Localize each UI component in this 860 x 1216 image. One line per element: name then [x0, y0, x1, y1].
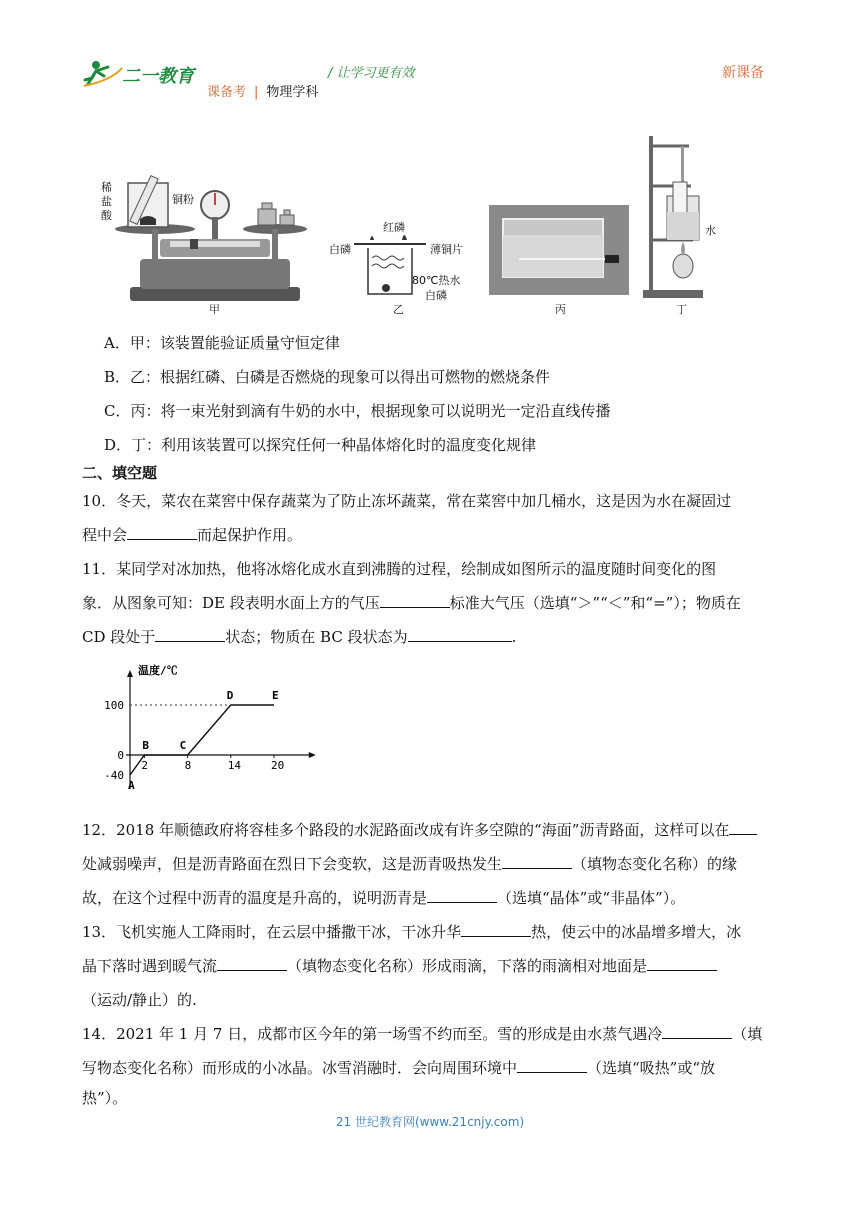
label-char: 酸 — [101, 209, 112, 222]
point-label: E — [272, 689, 279, 702]
point-label: B — [142, 739, 150, 752]
header-slogan: / 让学习更有效 — [328, 66, 415, 81]
q13-line1 — [82, 922, 741, 942]
subtitle-left: 课备考 — [207, 85, 247, 100]
q11-blank-2[interactable] — [155, 627, 225, 642]
q11-text-b: 标准大气压（选填“＞”“＜”和“=”）；物质在 — [449, 594, 741, 612]
point-label: D — [226, 689, 234, 702]
q12-text-e: （选填“晶体”或“非晶体”）。 — [497, 889, 686, 907]
q14-line2 — [82, 1058, 715, 1078]
label-shui: 水 — [705, 224, 716, 237]
q11-line3 — [82, 627, 516, 647]
figure-caption-yi: 乙 — [393, 303, 404, 316]
label-hot-water: 80℃热水 — [412, 274, 461, 287]
y-axis-arrow — [127, 670, 133, 677]
figure-caption-jia: 甲 — [209, 303, 220, 316]
q12-line3 — [82, 888, 685, 908]
q14-blank-2[interactable] — [517, 1058, 587, 1073]
q14-blank-1[interactable] — [662, 1024, 732, 1039]
q10-blank[interactable] — [127, 525, 197, 540]
figure-balance — [100, 175, 310, 315]
q11-line2 — [82, 593, 741, 613]
x-tick-label: 2 — [141, 759, 149, 772]
figure-melting-apparatus — [643, 132, 718, 300]
q10-text-a: 程中会 — [82, 526, 128, 544]
q12-text-a: 12．2018 年顺德政府将容桂多个路段的水泥路面改成有许多空隙的“海面”沥青路面，这样可以在 — [82, 821, 730, 839]
q14-line1 — [82, 1024, 762, 1044]
q14-text-d: （选填“吸热”或“放 — [587, 1059, 716, 1077]
x-tick-label: 14 — [227, 759, 242, 772]
q10-line1: 10．冬天，菜农在菜窖中保存蔬菜为了防止冻坏蔬菜，常在菜窖中加几桶水，这是因为水在凝固过 — [82, 492, 732, 510]
q12-text-c: （填物态变化名称）的缘 — [572, 855, 738, 873]
q12-line1 — [82, 820, 757, 840]
q11-text-e: . — [511, 628, 517, 646]
q11-blank-1[interactable] — [380, 593, 450, 608]
q12-blank-3[interactable] — [427, 888, 497, 903]
q13-text-d: （填物态变化名称）形成雨滴，下落的雨滴相对地面是 — [287, 957, 648, 975]
q14-text-b: （填 — [732, 1025, 763, 1043]
option-c: C．丙：将一束光射到滴有牛奶的水中，根据现象可以说明光一定沿直线传播 — [104, 402, 611, 420]
q12-blank-2[interactable] — [502, 854, 572, 869]
q12-text-b: 处减弱噪声，但是沥青路面在烈日下会变软，这是沥青吸热发生 — [82, 855, 503, 873]
q14-text-c: 写物态变化名称）而形成的小冰晶。冰雪消融时．会向周围环境中 — [82, 1059, 518, 1077]
q12-text-d: 故，在这个过程中沥青的温度是升高的，说明沥青是 — [82, 889, 428, 907]
label-bai-lin-top: 白磷 — [329, 243, 351, 256]
option-d: D．丁：利用该装置可以探究任何一种晶体熔化时的温度变化规律 — [104, 436, 537, 454]
y-tick-label: 0 — [117, 749, 124, 762]
point-label: A — [128, 779, 135, 792]
subtitle-right: 物理学科 — [266, 85, 319, 100]
chart-ylabel: 温度/℃ — [138, 664, 178, 677]
q12-line2 — [82, 854, 737, 874]
q11-text-a: 象．从图象可知：DE 段表明水面上方的气压 — [82, 594, 380, 612]
y-tick-label: -40 — [104, 769, 124, 782]
figure-caption-bing: 丙 — [555, 303, 566, 316]
label-tong-fen: 铜粉 — [172, 193, 194, 206]
section-title: 二、填空题 — [82, 464, 158, 482]
y-tick-label: 100 — [104, 699, 124, 712]
label-bao-tong-pian: 薄铜片 — [430, 243, 463, 256]
q14-text-a: 14．2021 年 1 月 7 日，成都市区今年的第一场雪不约而至。雪的形成是由水蒸气遇冷 — [82, 1025, 663, 1043]
x-tick-label: 8 — [184, 759, 192, 772]
q10-line2 — [82, 525, 302, 545]
chart-axes — [126, 670, 316, 789]
subtitle-separator: | — [254, 85, 259, 100]
label-hong-lin: 红磷 — [383, 221, 405, 234]
option-a: A．甲：该装置能验证质量守恒定律 — [104, 334, 340, 352]
header-tag: 新课备 — [722, 65, 764, 81]
chart-series — [130, 705, 274, 775]
q10-text-b: 而起保护作用。 — [197, 526, 303, 544]
q13-line2 — [82, 956, 717, 976]
q13-blank-1[interactable] — [461, 922, 531, 937]
label-xi-yan-suan — [101, 181, 115, 223]
q13-blank-3[interactable] — [647, 956, 717, 971]
chart-ticks — [104, 699, 284, 782]
q13-text-b: 热，使云中的冰晶增多增大，冰 — [531, 923, 742, 941]
q11-line1: 11．某同学对冰加热，他将冰熔化成水直到沸腾的过程，绘制成如图所示的温度随时间变化的图 — [82, 560, 717, 578]
q11-text-d: 状态；物质在 BC 段状态为 — [225, 628, 408, 646]
q12-blank-1[interactable] — [729, 820, 757, 835]
q14-line3: 热”）。 — [82, 1089, 128, 1107]
header-subtitle — [207, 81, 318, 100]
q13-line3: （运动/静止）的. — [82, 991, 197, 1009]
figure-caption-ding: 丁 — [676, 303, 687, 316]
figure-light-water — [489, 205, 629, 295]
label-char: 稀 — [101, 181, 112, 194]
label-bai-lin-bottom: 白磷 — [425, 289, 447, 302]
q11-text-c: CD 段处于 — [82, 628, 156, 646]
q13-text-a: 13．飞机实施人工降雨时，在云层中播撒干冰，干冰升华 — [82, 923, 462, 941]
q13-text-c: 晶下落时遇到暖气流 — [82, 957, 218, 975]
option-b: B．乙：根据红磷、白磷是否燃烧的现象可以得出可燃物的燃烧条件 — [104, 368, 551, 386]
logo-text: 二一教育 — [122, 66, 194, 87]
point-label: C — [179, 739, 187, 752]
series-line — [130, 705, 274, 775]
footer: 21 世纪教育网(www.21cnjy.com) — [335, 1115, 525, 1129]
x-axis-arrow — [309, 752, 316, 758]
q13-blank-2[interactable] — [217, 956, 287, 971]
q11-blank-3[interactable] — [408, 627, 512, 642]
x-tick-label: 20 — [271, 759, 285, 772]
label-char: 盐 — [101, 195, 112, 208]
temperature-time-chart — [100, 660, 340, 810]
